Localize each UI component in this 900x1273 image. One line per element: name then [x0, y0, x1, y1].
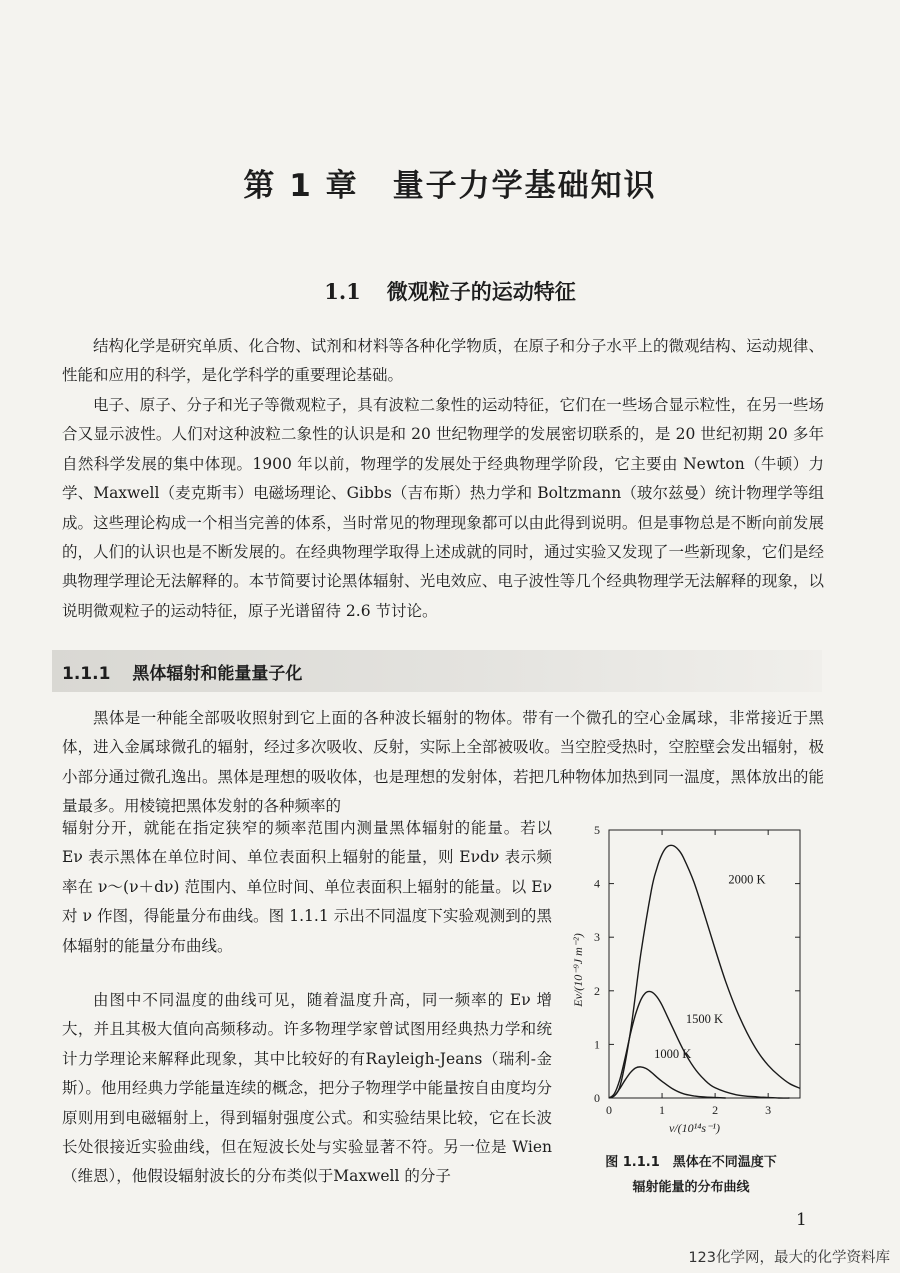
curve-label: 2000 K	[728, 872, 766, 887]
y-tick-label: 1	[594, 1037, 600, 1052]
x-tick-label: 2	[712, 1103, 719, 1117]
chapter-name: 量子力学基础知识	[392, 168, 657, 204]
x-tick-label: 1	[659, 1103, 666, 1117]
curve-label: 1500 K	[685, 1011, 724, 1026]
chapter-number: 第 1 章	[243, 168, 359, 204]
series-line-1500k	[609, 991, 789, 1098]
caption-line-2: 辐射能量的分布曲线	[632, 1180, 750, 1195]
curve-label: 1000 K	[654, 1046, 692, 1061]
section-number: 1.1	[324, 279, 361, 304]
page-number: 1	[796, 1210, 807, 1230]
y-tick-label: 3	[594, 930, 600, 945]
watermark: 123化学网，最大的化学资料库	[688, 1250, 890, 1266]
chapter-title	[0, 160, 900, 205]
intro-paragraph: 结构化学是研究单质、化合物、试剂和材料等各种化学物质，在原子和分子水平上的微观结构、运动规律、性能和应用的科学，是化学科学的重要理论基础。	[62, 337, 824, 385]
blackbody-paragraph: 黑体是一种能全部吸收照射到它上面的各种波长辐射的物体。带有一个微孔的空心金属球，非常接近于黑体，进入金属球微孔的辐射，经过多次吸收、反射，实际上全部被吸收。当空腔受热时，空腔壁会发出辐射，极小部分通过微孔逸出。黑体是理想的吸收体，也是理想的发射体，若把几种物体加热到同一温度，黑体放出的能量最多。用棱镜把黑体发射的各种频率的	[62, 709, 824, 816]
x-axis-label: ν/(10¹⁴s⁻¹)	[668, 1121, 721, 1135]
energy-distribution-paragraph: 辐射分开，就能在指定狭窄的频率范围内测量黑体辐射的能量。若以 Eν 表示黑体在单位时间、单位表面积上辐射的能量，则 Eνdν 表示频率在 ν～(ν＋dν) 范围内、单位时间、单位表面积上辐射的能量。以 Eν 对 ν 作图，得能量分布曲线。图 1.1.1 示出不同温度下实验观测到的黑体辐射的能量分布曲线。	[62, 819, 552, 955]
plot-frame	[609, 830, 800, 1098]
y-tick-label: 2	[594, 983, 600, 998]
chart-frame	[609, 830, 800, 1098]
wave-particle-paragraph: 电子、原子、分子和光子等微观粒子，具有波粒二象性的运动特征，它们在一些场合显示粒性，在另一些场合又显示波性。人们对这种波粒二象性的认识是和 20 世纪物理学的发展密切联系的，是 20 世纪初期 20 多年自然科学发展的集中体现。1900 年以前，物理学的发展处于经典物理学阶段，它主要由 Newton（牛顿）力学、Maxwell（麦克斯韦）电磁场理论、Gibbs（吉布斯）热力学和 Boltzmann（玻尔兹曼）统计物理学等组成。这些理论构成一个相当完善的体系，当时常见的物理现象都可以由此得到说明。但是事物总是不断向前发展的，人们的认识也是不断发展的。在经典物理学取得上述成就的同时，通过实验又发现了一些新现象，它们是经典物理学理论无法解释的。本节简要讨论黑体辐射、光电效应、电子波性等几个经典物理学无法解释的现象，以说明微观粒子的运动特征，原子光谱留待 2.6 节讨论。	[62, 396, 824, 620]
subsection-title	[62, 659, 302, 684]
series-line-2000k	[609, 845, 800, 1098]
caption-line-1: 图 1.1.1 黑体在不同温度下	[605, 1155, 777, 1170]
subsection-name: 黑体辐射和能量量子化	[132, 664, 303, 684]
blackbody-figure	[566, 820, 816, 1195]
blackbody-chart	[566, 820, 816, 1150]
chart-series	[609, 845, 800, 1098]
subsection-number: 1.1.1	[62, 664, 111, 684]
section-title	[0, 276, 900, 306]
x-tick-label: 3	[765, 1103, 772, 1117]
x-tick-label: 0	[606, 1103, 612, 1117]
subsection-header	[52, 650, 822, 692]
classical-theory-paragraph: 由图中不同温度的曲线可见，随着温度升高，同一频率的 Eν 增大，并且其极大值向高频移动。许多物理学家曾试图用经典热力学和统计力学理论来解释此现象，其中比较好的有Rayleigh-Jeans（瑞利-金斯）。他用经典力学能量连续的概念，把分子物理学中能量按自由度均分原则用到电磁辐射上，得到辐射强度公式。和实验结果比较，它在长波长处很接近实验曲线，但在短波长处与实验显著不符。另一位是 Wien（维恩），他假设辐射波长的分布类似于Maxwell 的分子	[62, 991, 552, 1186]
chart-ticks	[609, 830, 800, 1098]
y-tick-label: 0	[594, 1091, 600, 1105]
y-tick-label: 5	[594, 823, 600, 837]
figure-caption	[566, 1150, 816, 1200]
section-name: 微观粒子的运动特征	[386, 279, 576, 304]
y-tick-label: 4	[594, 876, 600, 891]
y-axis-label: Eν/(10⁻⁹J m⁻²)	[571, 933, 585, 1007]
